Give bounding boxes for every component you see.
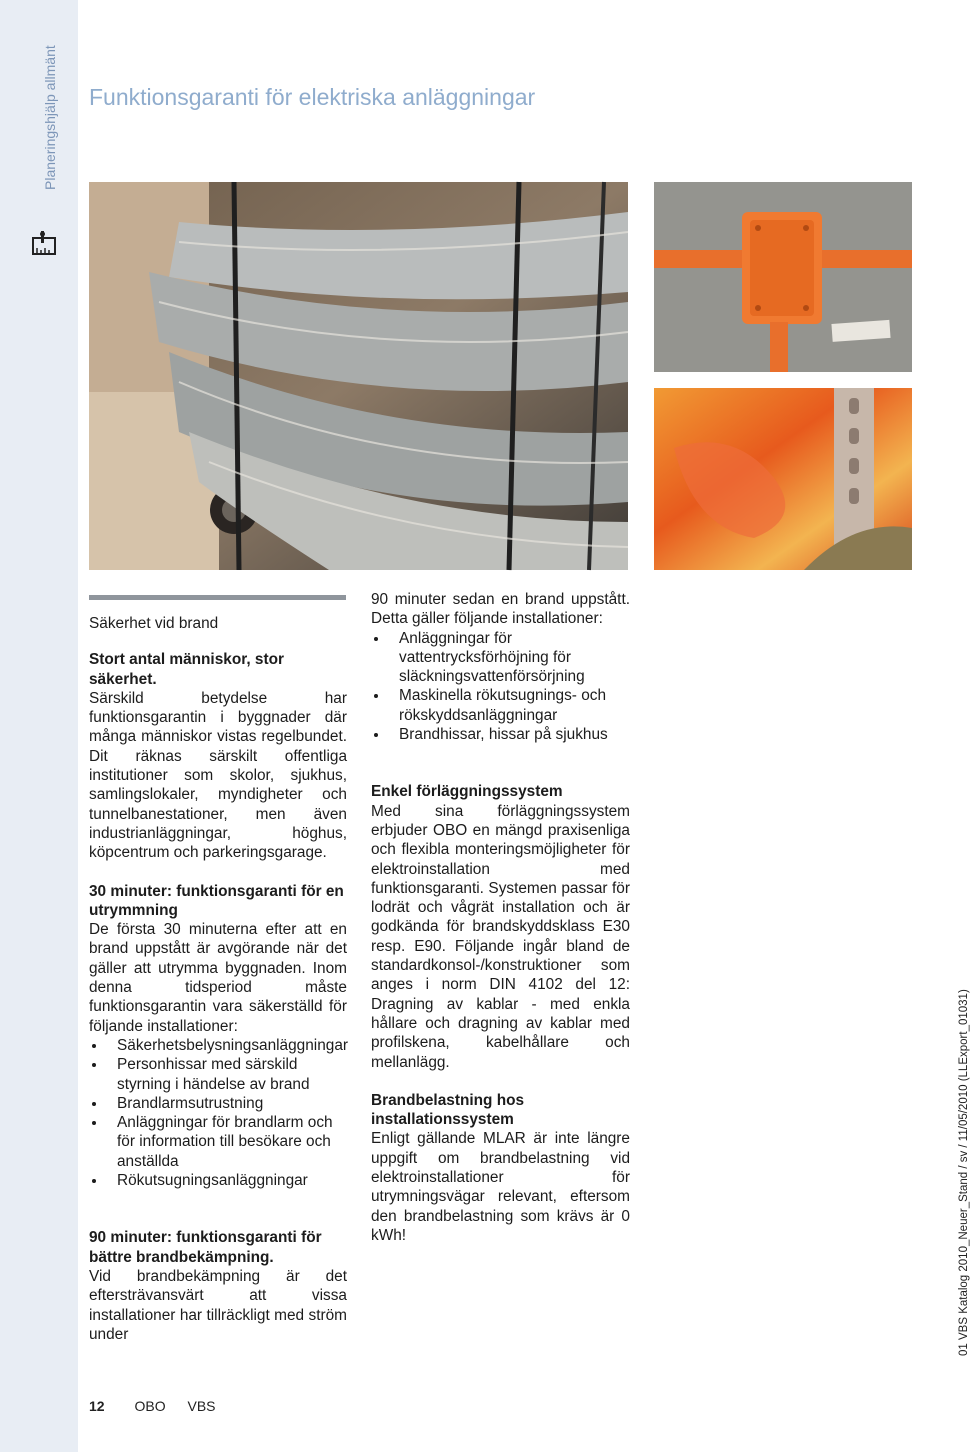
heading-simple-system: Enkel förläggningssystem	[371, 783, 563, 801]
list-item: Rökutsugningsanläggningar	[89, 1171, 347, 1190]
page-footer	[89, 1398, 234, 1414]
heading-fire-load: Brandbelastning hos installationssystem	[371, 1091, 525, 1129]
footer-brand: OBO	[134, 1398, 166, 1414]
list-30-minutes	[89, 1036, 347, 1190]
list-90-minutes	[371, 629, 630, 745]
heading-90-minutes: 90 minuter: funktionsgaranti för bättre brandbekämpning.	[89, 1229, 322, 1266]
column-right	[371, 590, 630, 1245]
text-fire-load: Enligt gällande MLAR är inte längre uppgift om brandbelastning vid elektroinstallationer för utrymningsvägar relevant, eftersom den brandbelastning som krävs är 0 kWh!	[371, 1130, 630, 1244]
text-30-minutes: De första 30 minuterna efter att en brand uppstått är avgörande när det gäller att utrymma byggnaden. Inom denna tidsperiod måste funktionsgarantin vara säkerställd för följande installationer:	[89, 921, 347, 1035]
text-90-minutes-continued: 90 minuter sedan en brand uppstått. Detta gäller följande installationer:	[371, 591, 630, 628]
list-item: Brandhissar, hissar på sjukhus	[371, 725, 630, 744]
sidebar-label: Planeringshjälp allmänt	[42, 45, 58, 190]
list-item: Maskinella rökutsugnings- och rökskyddsanläggningar	[371, 686, 630, 725]
export-metadata: 01 VBS Katalog 2010_Neuer_Stand / sv / 11/05/2010 (LLExport_01031)	[958, 989, 970, 1356]
footer-product: VBS	[187, 1398, 216, 1414]
column-left	[89, 614, 347, 1344]
page-number: 12	[89, 1398, 105, 1414]
ruler-book-icon	[31, 230, 57, 256]
list-item: Anläggningar för brandlarm och för information till besökare och anställda	[89, 1113, 347, 1171]
sidebar	[0, 0, 78, 1452]
list-item: Anläggningar för vattentrycksförhöjning för släckningsvattenförsörjning	[371, 629, 630, 687]
text-simple-system: Med sina förläggningssystem erbjuder OBO en mängd praxisenliga och flexibla monteringsmöjligheter för elektroinstallation med funktionsgaranti. Systemen passar för lodrät och vågrät installation och är godkända för brandskyddsklass E30 resp. E90. Följande ingår bland de standardkonsol-/konstruktioner som anges i norm DIN 4102 del 12: Dragning av kablar - med enkla hållare och dragning av kablar med profilskena, kabelhållare och mellanlägg.	[371, 802, 630, 1071]
page-title: Funktionsgaranti för elektriska anläggningar	[89, 84, 536, 110]
heading-30-minutes: 30 minuter: funktionsgaranti för en utrymmning	[89, 882, 344, 919]
list-item: Säkerhetsbelysningsanläggningar	[89, 1036, 347, 1055]
intro-text: Särskild betydelse har funktionsgarantin i byggnader där många människor vistas regelbundet. Dit räknas särskilt offentliga institutioner som skolor, sjukhus, samlingslokaler, myndigheter och tunnelbanestationer, men även industrianläggningar, höghus, köpcentrum och parkeringsgarage.	[89, 689, 347, 862]
cable-trays-photo	[89, 182, 628, 570]
fire-test-photo	[654, 388, 912, 570]
list-item: Brandlarmsutrustning	[89, 1094, 347, 1113]
intro-heading: Stort antal människor, stor säkerhet.	[89, 651, 284, 688]
section-rule	[89, 595, 346, 600]
section-title: Säkerhet vid brand	[89, 615, 219, 632]
list-item: Personhissar med särskild styrning i händelse av brand	[89, 1055, 347, 1094]
junction-box-photo	[654, 182, 912, 372]
text-90-minutes: Vid brandbekämpning är det eftersträvansvärt att vissa installationer har tillräckligt med ström under	[89, 1267, 347, 1343]
